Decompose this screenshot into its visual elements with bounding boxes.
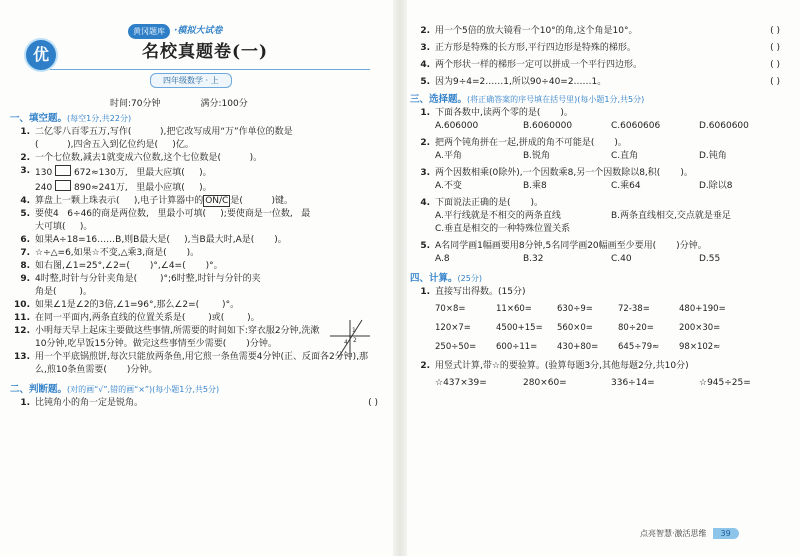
question-1-8: 8. 如右图,∠1=25°,∠2=( )°,∠4=( )°。 — [20, 261, 223, 271]
question-1-10: 10. 如果∠1是∠2的3倍,∠1=96°,那么∠2=( )°。 — [14, 300, 240, 310]
options-3-2: A.平角 B.锐角 C.直角 D.钝角 — [435, 151, 727, 161]
blank-box — [55, 165, 71, 176]
question-1-5-cont: 大可填( )。 — [35, 222, 93, 232]
blank-box — [55, 180, 71, 191]
options-3-4-ab: A.平行线就是不相交的两条直线 B.两条直线相交,交点就是垂足 — [435, 211, 731, 221]
question-2-2: 2. 用一个5倍的放大镜看一个10°的角,这个角是10°。 ( ) — [420, 26, 780, 36]
question-3-1: 1. 下面各数中,读两个零的是( )。 — [420, 108, 573, 118]
question-1-9: 9. 4时整,时针与分针夹角是( )°;6时整,时针与分针的夹 — [20, 274, 261, 284]
svg-text:2: 2 — [353, 337, 357, 344]
section-judge-title: 二、判断题。(对的画“√”,错的画“×”)(每小题1分,共5分) — [10, 384, 220, 395]
angle-diagram — [328, 318, 372, 362]
section-choice-title: 三、选择题。(将正确答案的序号填在括号里)(每小题1分,共5分) — [410, 94, 645, 105]
section-calc-title: 四、计算。(25分) — [410, 273, 482, 284]
onc-key-box: ON/C — [205, 196, 229, 206]
question-1-4: 4. 算盘上一颗上珠表示( ),电子计算器中的 ON/C 是( )键。 — [20, 196, 293, 206]
question-4-2: 2. 用竖式计算,带☆的要验算。(验算每题3分,其他每题2分,共10分) — [420, 361, 689, 371]
subject-label: 四年级数学 · 上 — [150, 73, 232, 88]
question-3-5: 5. A名同学画1幅画要用8分钟,5名同学画20幅画至少要用( )分钟。 — [420, 241, 707, 251]
question-3-2: 2. 把两个钝角拼在一起,拼成的角不可能是( )。 — [420, 138, 627, 148]
page-footer — [640, 528, 739, 539]
question-1-3-cont: 240 890≈241万, 里最小应填( )。 — [10, 180, 390, 195]
logo-badge: 优 — [24, 38, 58, 72]
question-4-1: 1. 直接写出得数。(15分) — [420, 287, 526, 297]
brand-slogan: ·模拟大试卷 — [174, 25, 223, 36]
brand — [128, 22, 222, 40]
question-1-3: 3. 130 672≈130万, 里最大应填( )。 — [20, 166, 212, 178]
title-divider — [50, 69, 370, 70]
question-1-12: 12. 小明每天早上起床主要做这些事情,所需要的时间如下:穿衣服2分钟,洗漱 — [14, 326, 320, 336]
exam-header — [10, 0, 390, 98]
exam-title: 名校真题卷(一) — [142, 42, 269, 62]
options-3-4-c: C.垂直是相交的一种特殊位置关系 — [435, 224, 571, 234]
question-1-5: 5. 要使4 6÷46的商是两位数, 里最小可填( );要使商是一位数, 最 — [20, 209, 311, 219]
section-fill-title: 一、填空题。(每空1分,共22分) — [10, 113, 132, 124]
exam-time: 时间:70分钟 — [110, 99, 161, 109]
question-2-3: 3. 正方形是特殊的长方形,平行四边形是特殊的梯形。 ( ) — [420, 43, 780, 53]
calc-row-1: 70×8= 11×60= 630÷9= 72-38= 480+190= — [435, 304, 726, 314]
question-2-1: 1. 比钝角小的角一定是锐角。 ( ) — [20, 398, 378, 408]
question-1-13-cont: 么,煎10条鱼需要( )分钟。 — [35, 365, 158, 375]
question-2-5: 5. 因为9÷4=2……1,所以90÷40=2……1。 ( ) — [420, 77, 780, 87]
question-1-1-cont: ( ),四舍五入到亿位约是( )亿。 — [35, 140, 194, 150]
question-1-9-cont: 角是( )。 — [35, 287, 92, 297]
question-3-3: 3. 两个因数相乘(0除外),一个因数乘8,另一个因数除以8,积( )。 — [420, 168, 693, 178]
exam-score: 满分:100分 — [200, 99, 248, 109]
brand-tag: 黄冈题库 — [128, 24, 170, 39]
exam-meta — [10, 98, 390, 110]
svg-text:1: 1 — [352, 327, 356, 334]
question-1-7: 7. ☆÷△=6,如果☆不变,△乘3,商是( )。 — [20, 248, 200, 258]
footer-slogan: 点亮智慧·激活思维 — [640, 529, 707, 538]
question-1-6: 6. 如果A÷18=16……B,则B最大是( ),当B最大时,A是( )。 — [20, 235, 287, 245]
options-3-3: A.不变 B.乘8 C.乘64 D.除以8 — [435, 181, 733, 191]
calc-row-3: 250÷50= 600÷11= 430+80= 645÷79≈ 98×102≈ — [435, 342, 721, 352]
right-column — [410, 25, 792, 390]
question-1-2: 2. 一个七位数,减去1就变成六位数,这个七位数是( )。 — [20, 153, 263, 163]
question-3-4: 4. 下面说法正确的是( )。 — [420, 198, 544, 208]
page-fold — [393, 0, 407, 556]
question-2-4: 4. 两个形状一样的梯形一定可以拼成一个平行四边形。 ( ) — [420, 60, 780, 70]
question-1-1: 1. 二亿零八百零五万,写作( ),把它改写成用“万”作单位的数是 — [20, 127, 293, 137]
page-number: 39 — [713, 528, 739, 539]
question-1-13: 13. 用一个平底锅煎饼,每次只能放两条鱼,用它煎一条鱼需要4分钟(正、反面各2分钟),那 — [14, 352, 369, 362]
calc-row-2: 120×7= 4500+15= 560×0= 80÷20= 200×30= — [435, 323, 721, 333]
question-1-12-cont: 10分钟,吃早饭15分钟。做完这些事情至少需要( )分钟。 — [35, 339, 277, 349]
svg-text:4: 4 — [344, 339, 348, 346]
left-column — [10, 0, 390, 410]
options-3-5: A.8 B.32 C.40 D.55 — [435, 254, 721, 264]
question-1-11: 11. 在同一平面内,两条直线的位置关系是( )或( )。 — [14, 313, 260, 323]
options-3-1: A.606000 B.6060000 C.6060606 D.6060600 — [435, 121, 749, 131]
vertical-calc-items: ☆437×39= 280×60= 336÷14= ☆945÷25= — [435, 378, 751, 388]
